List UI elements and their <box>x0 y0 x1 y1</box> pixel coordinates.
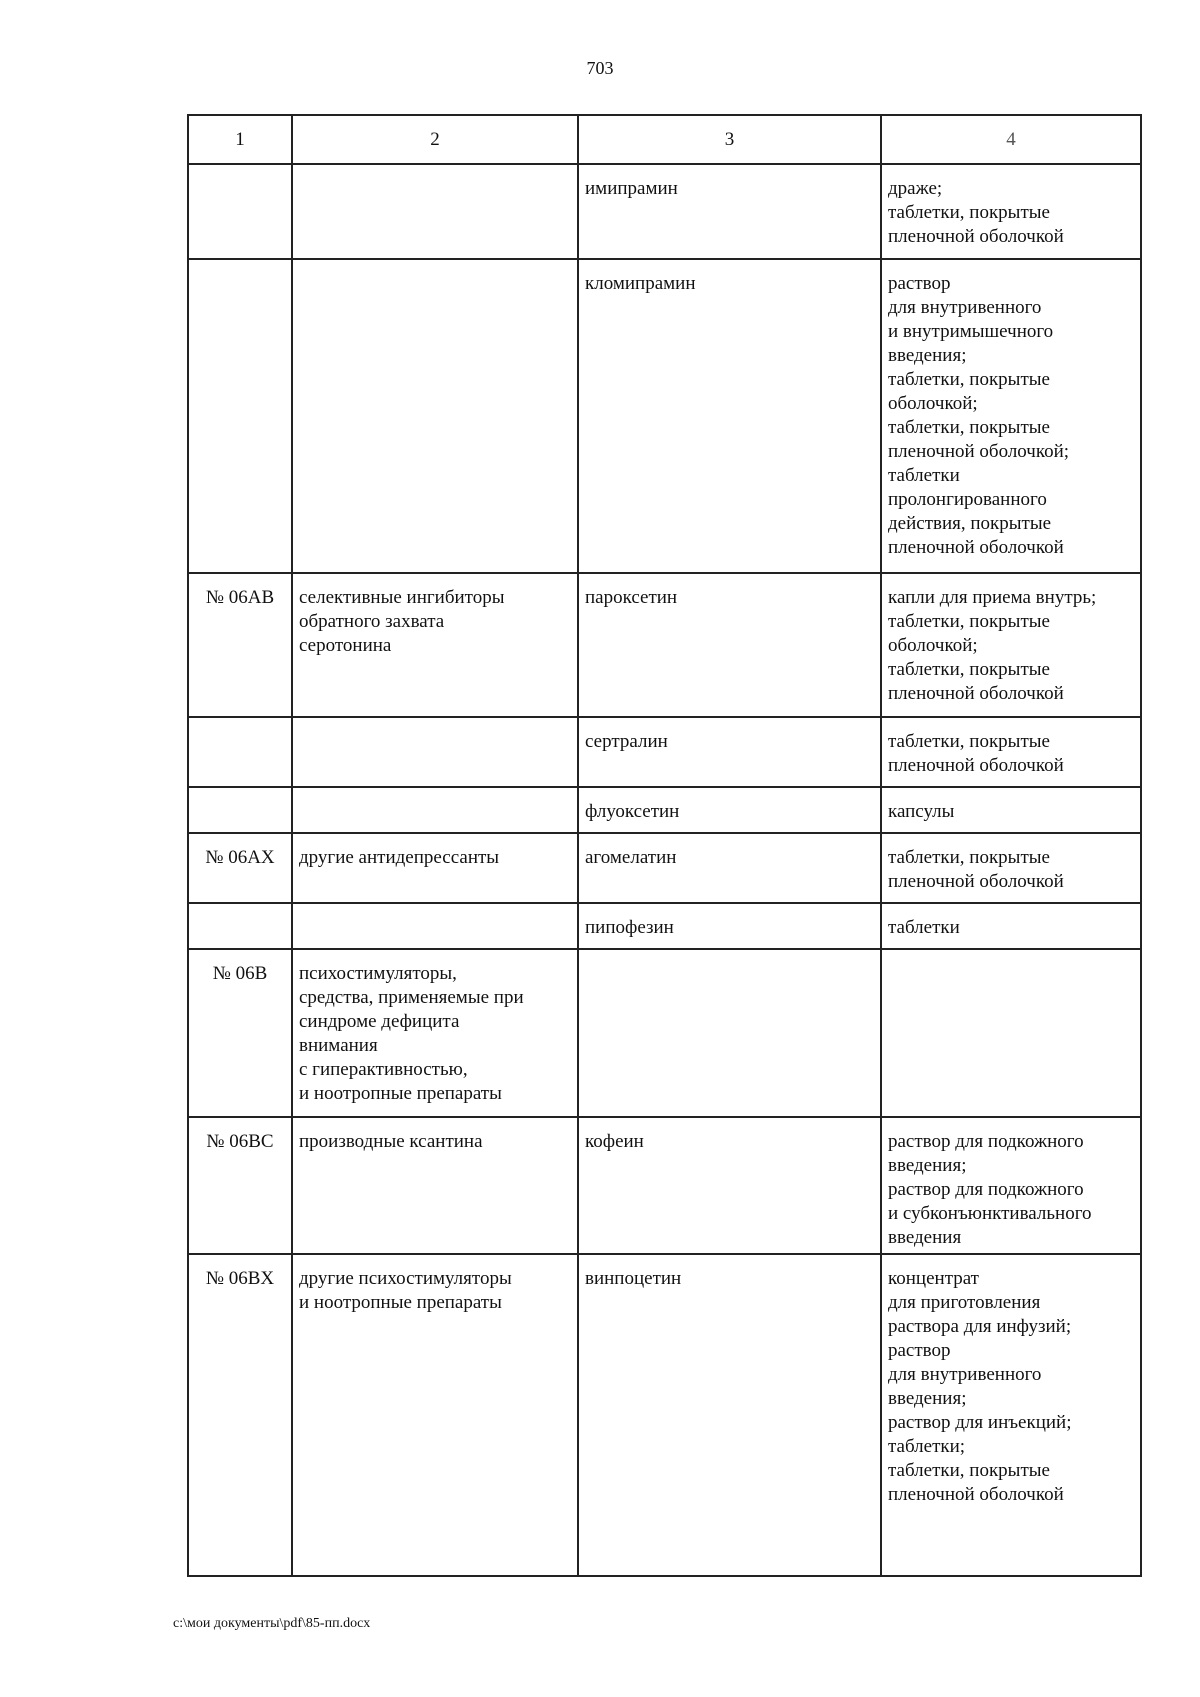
table-row <box>188 164 1141 259</box>
row-group: производные ксантина <box>292 1117 578 1254</box>
column-header-4: 4 <box>881 115 1141 164</box>
row-code <box>188 787 292 833</box>
row-code: № 06AX <box>188 833 292 903</box>
row-dosage-form: таблетки <box>881 903 1141 949</box>
row-group <box>292 717 578 787</box>
row-dosage-form: капли для приема внутрь; таблетки, покрытые оболочкой; таблетки, покрытые пленочной оболочкой <box>881 573 1141 717</box>
row-code: № 06BX <box>188 1254 292 1576</box>
row-drug-name: кломипрамин <box>578 259 881 573</box>
row-dosage-form: концентрат для приготовления раствора для инфузий; раствор для внутривенного введения; раствор для инъекций; таблетки; таблетки, покрытые пленочной оболочкой <box>881 1254 1141 1576</box>
table-row <box>188 573 1141 717</box>
row-drug-name: пароксетин <box>578 573 881 717</box>
row-code <box>188 164 292 259</box>
row-group: психостимуляторы, средства, применяемые при синдроме дефицита внимания с гиперактивностью, и ноотропные препараты <box>292 949 578 1117</box>
table-row <box>188 259 1141 573</box>
table-row <box>188 787 1141 833</box>
column-header-2: 2 <box>292 115 578 164</box>
row-group <box>292 903 578 949</box>
row-dosage-form <box>881 949 1141 1117</box>
table-row <box>188 1117 1141 1254</box>
table-row <box>188 949 1141 1117</box>
row-drug-name: сертралин <box>578 717 881 787</box>
row-group <box>292 164 578 259</box>
table-row <box>188 717 1141 787</box>
row-group: селективные ингибиторы обратного захвата серотонина <box>292 573 578 717</box>
row-dosage-form: драже; таблетки, покрытые пленочной оболочкой <box>881 164 1141 259</box>
row-drug-name: кофеин <box>578 1117 881 1254</box>
row-code: № 06B <box>188 949 292 1117</box>
row-drug-name <box>578 949 881 1117</box>
table-header-row <box>188 115 1141 164</box>
table-row <box>188 833 1141 903</box>
row-drug-name: пипофезин <box>578 903 881 949</box>
table-row <box>188 903 1141 949</box>
row-dosage-form: капсулы <box>881 787 1141 833</box>
row-dosage-form: раствор для подкожного введения; раствор для подкожного и субконъюнктивального введения <box>881 1117 1141 1254</box>
row-group: другие антидепрессанты <box>292 833 578 903</box>
page-number: 703 <box>586 58 614 78</box>
row-code: № 06AB <box>188 573 292 717</box>
row-dosage-form: таблетки, покрытые пленочной оболочкой <box>881 833 1141 903</box>
row-drug-name: винпоцетин <box>578 1254 881 1576</box>
table-row <box>188 1254 1141 1576</box>
row-group <box>292 787 578 833</box>
row-code: № 06BC <box>188 1117 292 1254</box>
document-file-path: c:\мои документы\pdf\85-пп.docx <box>173 1616 371 1631</box>
row-code <box>188 903 292 949</box>
column-header-3: 3 <box>578 115 881 164</box>
row-drug-name: агомелатин <box>578 833 881 903</box>
row-drug-name: имипрамин <box>578 164 881 259</box>
row-dosage-form: таблетки, покрытые пленочной оболочкой <box>881 717 1141 787</box>
row-group: другие психостимуляторы и ноотропные препараты <box>292 1254 578 1576</box>
row-dosage-form: раствор для внутривенного и внутримышечного введения; таблетки, покрытые оболочкой; таблетки, покрытые пленочной оболочкой; таблетки пролонгированного действия, покрытые пленочной оболочкой <box>881 259 1141 573</box>
row-group <box>292 259 578 573</box>
row-code <box>188 259 292 573</box>
row-code <box>188 717 292 787</box>
row-drug-name: флуоксетин <box>578 787 881 833</box>
drug-table <box>187 114 1142 1577</box>
column-header-1: 1 <box>188 115 292 164</box>
